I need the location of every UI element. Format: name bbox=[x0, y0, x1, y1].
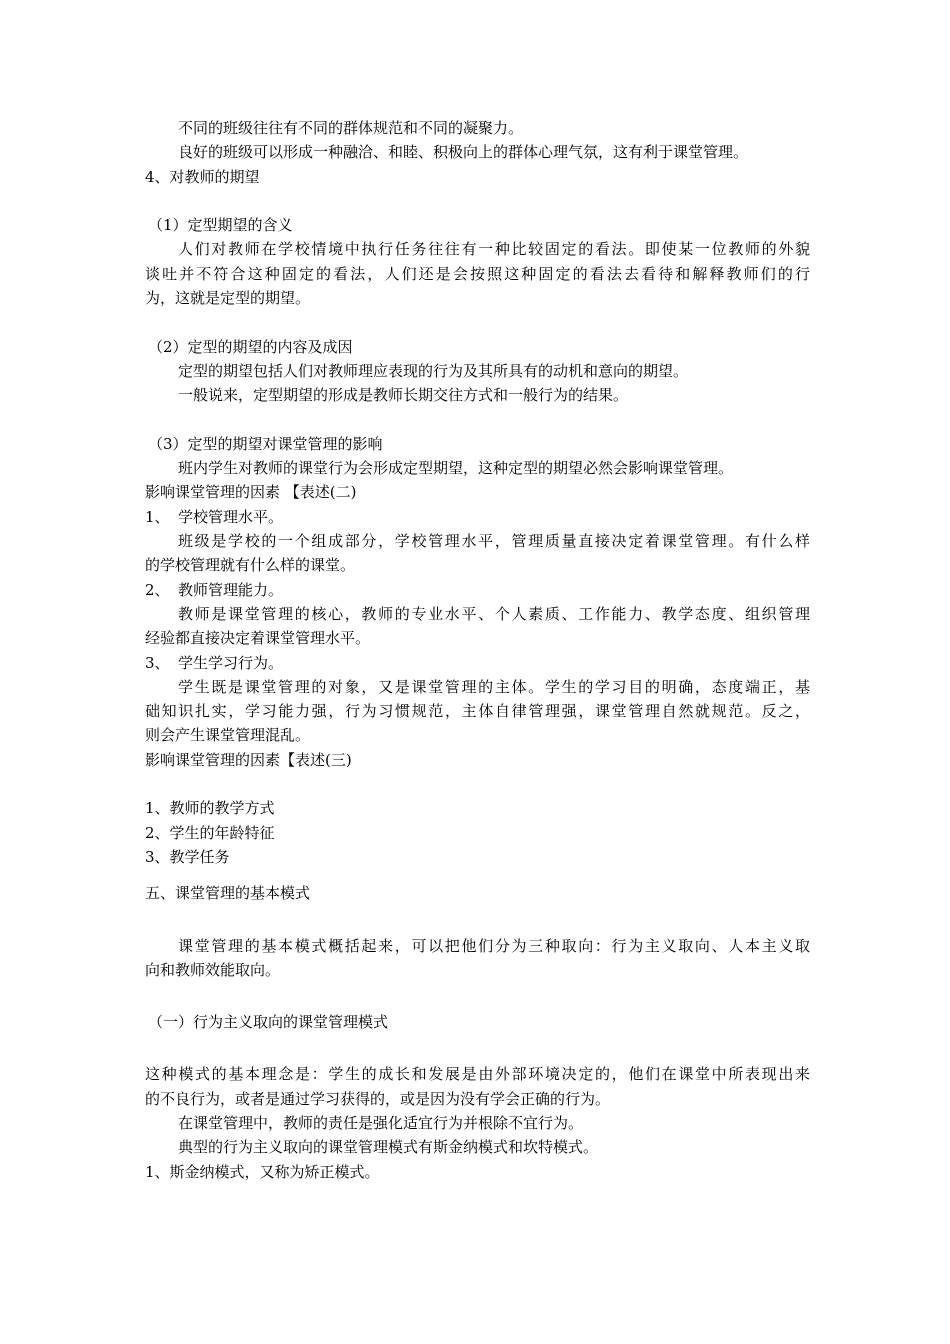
list-item-text: 学校管理水平。 bbox=[178, 507, 284, 526]
list-number: 3、 bbox=[145, 653, 170, 672]
list-item-text: 教师管理能力。 bbox=[178, 580, 284, 599]
paragraph-line: 典型的行为主义取向的课堂管理模式有斯金纳模式和坎特模式。 bbox=[178, 1138, 599, 1157]
paragraph-line: 良好的班级可以形成一种融洽、和睦、积极向上的群体心理气氛，这有利于课堂管理。 bbox=[178, 143, 749, 162]
section-heading: 五、课堂管理的基本模式 bbox=[145, 884, 311, 903]
paragraph-line: 向和教师效能取向。 bbox=[145, 960, 281, 979]
paragraph-line: 这种模式的基本理念是：学生的成长和发展是由外部环境决定的，他们在课堂中所表现出来 bbox=[145, 1065, 810, 1084]
paragraph-line: 谈吐并不符合这种固定的看法，人们还是会按照这种固定的看法去看待和解释教师们的行 bbox=[145, 264, 810, 283]
paragraph-line: 在课堂管理中，教师的责任是强化适宜行为并根除不宜行为。 bbox=[178, 1113, 584, 1132]
list-item: 1、教师的教学方式 bbox=[145, 799, 275, 818]
spacer bbox=[145, 982, 810, 1010]
subsection-heading: （1）定型期望的含义 bbox=[148, 216, 293, 235]
paragraph-line: 学生既是课堂管理的对象，又是课堂管理的主体。学生的学习目的明确，态度端正，基 bbox=[178, 677, 810, 696]
paragraph-line: 经验都直接决定着课堂管理水平。 bbox=[145, 629, 371, 648]
paragraph-line: 础知识扎实，学习能力强，行为习惯规范，主体自律管理强，课堂管理自然就规范。反之， bbox=[145, 702, 810, 721]
paragraph-line: 的不良行为，或者是通过学习获得的，或是因为没有学会正确的行为。 bbox=[145, 1089, 611, 1108]
list-item bbox=[145, 505, 810, 529]
paragraph-line: 定型的期望包括人们对教师理应表现的行为及其所具有的动机和意向的期望。 bbox=[178, 361, 689, 380]
list-number: 1、 bbox=[145, 507, 170, 526]
spacer bbox=[145, 1034, 810, 1062]
spacer bbox=[145, 189, 810, 213]
list-item-text: 学生学习行为。 bbox=[178, 653, 284, 672]
subsection-heading: （一）行为主义取向的课堂管理模式 bbox=[148, 1013, 389, 1032]
paragraph-line: 一般说来，定型期望的形成是教师长期交往方式和一般行为的结果。 bbox=[178, 386, 629, 405]
paragraph-line: 为，这就是定型的期望。 bbox=[145, 289, 311, 308]
subsection-heading: （3）定型的期望对课堂管理的影响 bbox=[148, 434, 383, 453]
list-item bbox=[145, 651, 810, 675]
spacer bbox=[145, 772, 810, 796]
spacer bbox=[145, 906, 810, 934]
document-body bbox=[145, 116, 810, 1184]
paragraph-line: 课堂管理的基本模式概括起来，可以把他们分为三种取向：行为主义取向、人本主义取 bbox=[178, 936, 810, 955]
list-item: 1、斯金纳模式，又称为矫正模式。 bbox=[145, 1162, 380, 1181]
section-heading: 4、对教师的期望 bbox=[145, 167, 260, 186]
paragraph-line: 班级是学校的一个组成部分，学校管理水平，管理质量直接决定着课堂管理。有什么样 bbox=[178, 532, 810, 551]
list-number: 2、 bbox=[145, 580, 170, 599]
subsection-heading: （2）定型的期望的内容及成因 bbox=[148, 337, 353, 356]
paragraph-line: 不同的班级往往有不同的群体规范和不同的凝聚力。 bbox=[178, 119, 524, 137]
section-heading: 影响课堂管理的因素【表述(三) bbox=[145, 750, 352, 769]
section-heading: 影响课堂管理的因素 【表述(二) bbox=[145, 483, 357, 502]
list-item bbox=[145, 578, 810, 602]
paragraph-line: 人们对教师在学校情境中执行任务往往有一种比较固定的看法。即使某一位教师的外貌 bbox=[178, 240, 810, 259]
spacer bbox=[145, 408, 810, 432]
paragraph-line: 教师是课堂管理的核心，教师的专业水平、个人素质、工作能力、教学态度、组织管理 bbox=[178, 604, 810, 623]
paragraph-line: 的学校管理就有什么样的课堂。 bbox=[145, 556, 356, 575]
paragraph-line: 则会产生课堂管理混乱。 bbox=[145, 726, 311, 745]
paragraph-line: 班内学生对教师的课堂行为会形成定型期望，这种定型的期望必然会影响课堂管理。 bbox=[178, 459, 734, 478]
spacer bbox=[145, 869, 810, 881]
spacer bbox=[145, 310, 810, 334]
list-item: 3、教学任务 bbox=[145, 847, 230, 866]
list-item: 2、学生的年龄特征 bbox=[145, 823, 275, 842]
